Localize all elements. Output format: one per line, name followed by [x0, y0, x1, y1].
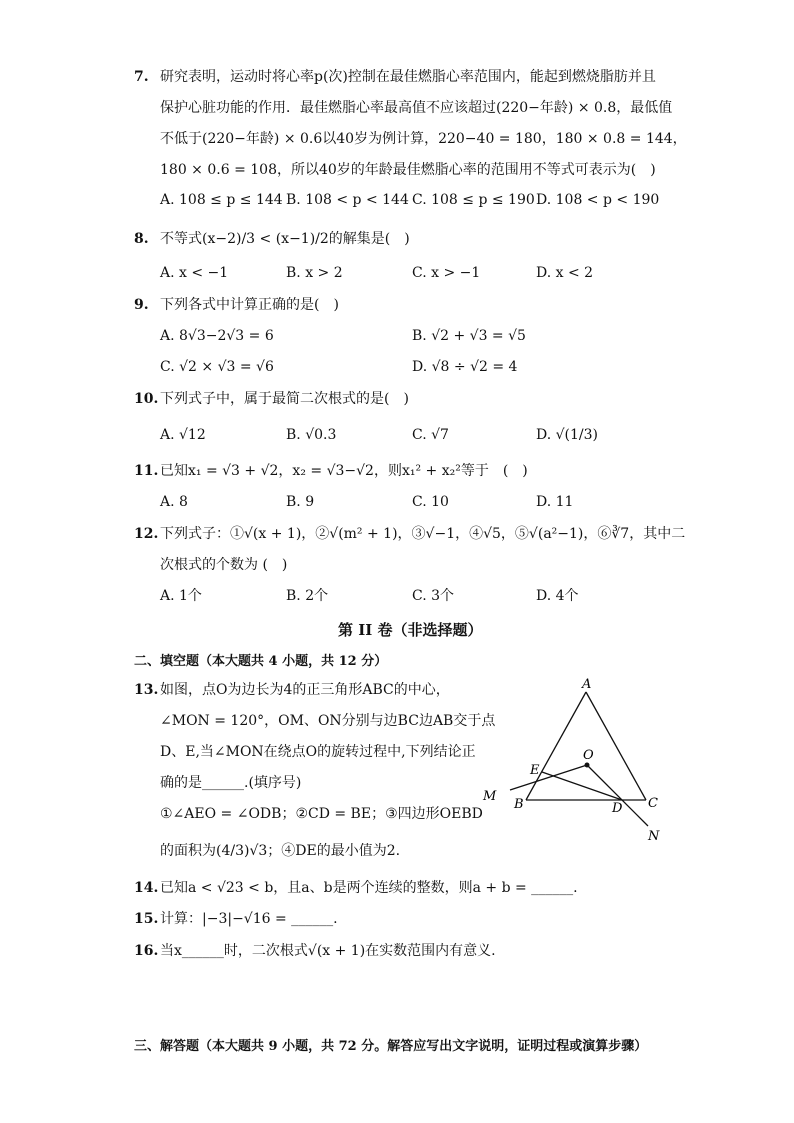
question-10-option-b: B. √0.3 [286, 427, 337, 443]
question-7-option-d: D. 108 < p < 190 [536, 192, 660, 208]
label-n: N [648, 829, 660, 844]
question-12-option-b: B. 2个 [286, 588, 329, 604]
question-11-option-c: C. 10 [412, 494, 449, 510]
question-13-line-6: 的面积为(4/3)√3；④DE的最小值为2. [160, 843, 401, 859]
label-m: M [483, 789, 497, 804]
question-9-option-a: A. 8√3−2√3 = 6 [160, 328, 274, 344]
point-o [585, 763, 590, 768]
question-8-option-b: B. x > 2 [286, 265, 343, 281]
question-8-option-a: A. x < −1 [160, 265, 229, 281]
segment-ed [542, 772, 622, 800]
question-9-stem: 下列各式中计算正确的是( ) [160, 297, 339, 313]
question-11-stem: 已知x₁ = √3 + √2，x₂ = √3−√2，则x₁² + x₂²等于 ( ) [160, 463, 528, 479]
question-9-option-c: C. √2 × √3 = √6 [160, 359, 274, 375]
label-d: D [612, 801, 623, 816]
question-16-number: 16. [134, 943, 159, 959]
question-11-option-a: A. 8 [160, 494, 188, 510]
question-13-line-4: 确的是______.(填序号) [160, 775, 302, 791]
question-13-line-3: D、E,当∠MON在绕点O的旋转过程中,下列结论正 [160, 744, 476, 760]
part-2-title: 第 II 卷（非选择题） [338, 621, 483, 639]
question-12-stem-continued: 次根式的个数为 ( ) [160, 557, 288, 573]
question-9-number: 9. [134, 297, 149, 313]
question-10-number: 10. [134, 391, 159, 407]
ray-om [510, 765, 587, 790]
question-8-option-d: D. x < 2 [536, 265, 594, 281]
question-9-option-b: B. √2 + √3 = √5 [412, 328, 526, 344]
question-16-text: 当x______时，二次根式√(x + 1)在实数范围内有意义. [160, 943, 496, 959]
question-8-option-c: C. x > −1 [412, 265, 481, 281]
question-11-number: 11. [134, 463, 159, 479]
question-10-option-d: D. √(1/3) [536, 427, 599, 443]
question-13-line-5: ①∠AEO = ∠ODB；②CD = BE；③四边形OEBD [160, 806, 483, 822]
question-8-number: 8. [134, 231, 149, 247]
label-c: C [648, 796, 658, 811]
question-15-text: 计算：|−3|−√16 = ______. [160, 911, 338, 927]
section-3-heading: 三、解答题（本大题共 9 小题，共 72 分。解答应写出文字说明，证明过程或演算步骤） [134, 1039, 648, 1054]
question-7-line-4: 180 × 0.6 = 108，所以40岁的年龄最佳燃脂心率的范围用不等式可表示为( ) [160, 162, 656, 178]
question-11-option-b: B. 9 [286, 494, 315, 510]
question-13-number: 13. [134, 682, 159, 698]
question-7-option-a: A. 108 ≤ p ≤ 144 [160, 192, 283, 208]
question-10-stem: 下列式子中，属于最简二次根式的是( ) [160, 391, 409, 407]
question-13-line-1: 如图，点O为边长为4的正三角形ABC的中心， [160, 682, 450, 698]
ray-on [587, 765, 648, 826]
question-12-option-a: A. 1个 [160, 588, 202, 604]
label-e: E [530, 763, 540, 778]
question-10-option-c: C. √7 [412, 427, 449, 443]
question-12-option-c: C. 3个 [412, 588, 455, 604]
triangle-figure [478, 676, 694, 848]
question-11-option-d: D. 11 [536, 494, 574, 510]
triangle-side-ac [586, 692, 646, 800]
question-14-text: 已知a < √23 < b，且a、b是两个连续的整数，则a + b = ______. [160, 880, 578, 896]
question-14-number: 14. [134, 880, 159, 896]
question-7-line-2: 保护心脏功能的作用．最佳燃脂心率最高值不应该超过(220−年龄) × 0.8，最低值 [160, 100, 673, 116]
section-2-heading: 二、填空题（本大题共 4 小题，共 12 分） [134, 654, 388, 669]
question-9-option-d: D. √8 ÷ √2 = 4 [412, 359, 518, 375]
label-a: A [582, 677, 592, 692]
question-10-option-a: A. √12 [160, 427, 206, 443]
question-7-line-1: 研究表明，运动时将心率p(次)控制在最佳燃脂心率范围内，能起到燃烧脂肪并且 [160, 69, 656, 85]
label-o: O [583, 748, 594, 763]
question-13-line-2: ∠MON = 120°，OM、ON分别与边BC边AB交于点 [160, 713, 496, 729]
question-7-line-3: 不低于(220−年龄) × 0.6以40岁为例计算，220−40 = 180，180 × 0.8 = 144， [160, 131, 687, 147]
question-15-number: 15. [134, 911, 159, 927]
question-7-option-c: C. 108 ≤ p ≤ 190 [412, 192, 535, 208]
question-8-stem: 不等式(x−2)/3 < (x−1)/2的解集是( ) [160, 231, 410, 247]
question-12-stem: 下列式子：①√(x + 1)，②√(m² + 1)，③√−1，④√5，⑤√(a²−1)，⑥∛7，其中二 [160, 526, 686, 542]
question-7-number: 7. [134, 69, 149, 85]
question-12-option-d: D. 4个 [536, 588, 579, 604]
question-12-number: 12. [134, 526, 159, 542]
label-b: B [514, 797, 524, 812]
question-7-option-b: B. 108 < p < 144 [286, 192, 409, 208]
